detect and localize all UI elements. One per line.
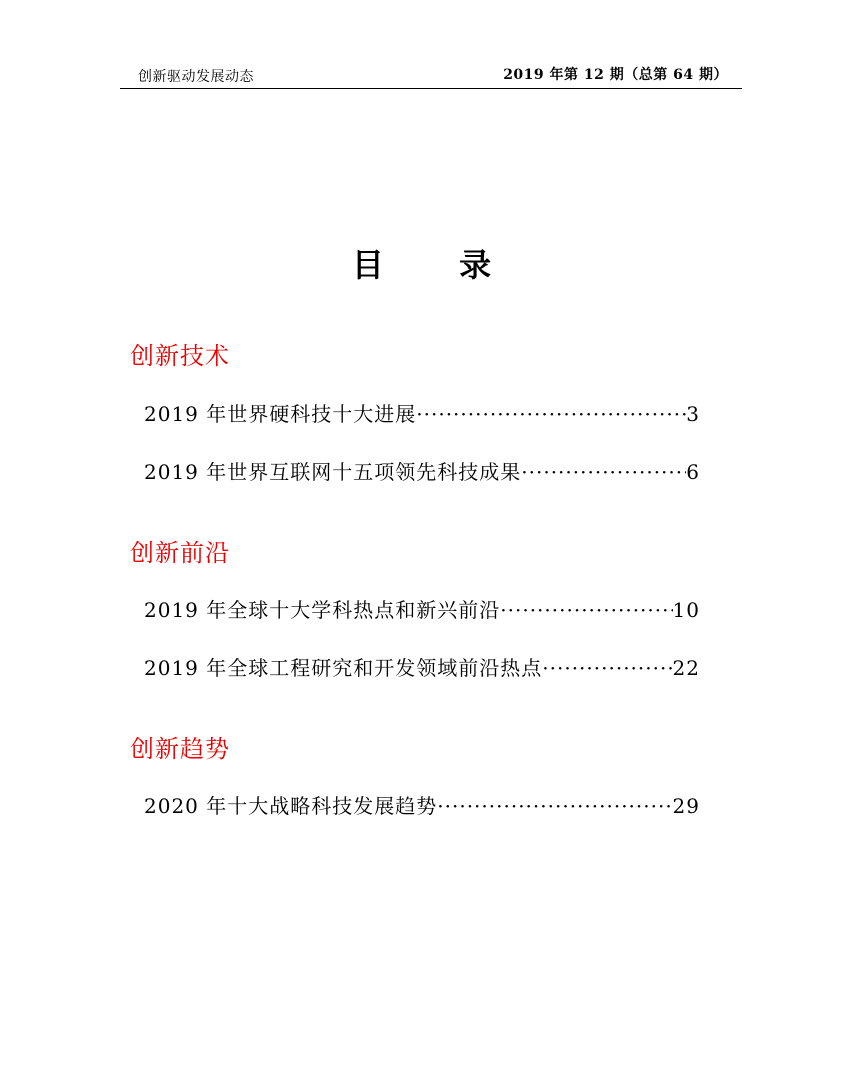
section-heading-innovation-frontier: 创新前沿 <box>130 539 230 567</box>
toc-entry-page: 22 <box>672 656 700 680</box>
toc-entry[interactable] <box>144 456 700 486</box>
toc-entry-page: 3 <box>686 402 700 426</box>
toc-entry-title: 2019 年世界硬科技十大进展 <box>144 402 417 426</box>
dot-leader <box>437 794 672 818</box>
toc-title: 目 录 <box>351 246 524 284</box>
toc-entry-page: 10 <box>672 598 700 622</box>
toc-entry-title: 2019 年全球十大学科热点和新兴前沿 <box>144 598 501 622</box>
publication-name: 创新驱动发展动态 <box>138 69 254 85</box>
page-header <box>120 62 742 89</box>
toc-entry-page: 29 <box>672 794 700 818</box>
toc-entry[interactable] <box>144 594 700 624</box>
dot-leader <box>500 598 672 622</box>
dot-leader <box>416 402 686 426</box>
section-heading-innovation-trend: 创新趋势 <box>130 735 230 763</box>
toc-entry-title: 2019 年世界互联网十五项领先科技成果 <box>144 460 522 484</box>
dot-leader <box>542 656 672 680</box>
toc-entry-title: 2019 年全球工程研究和开发领域前沿热点 <box>144 656 543 680</box>
toc-entry[interactable] <box>144 790 700 820</box>
toc-entry[interactable] <box>144 652 700 682</box>
toc-entry[interactable] <box>144 398 700 428</box>
toc-entry-page: 6 <box>686 460 700 484</box>
toc-entry-title: 2020 年十大战略科技发展趋势 <box>144 794 438 818</box>
dot-leader <box>521 460 686 484</box>
issue-info: 2019 年第 12 期（总第 64 期） <box>503 67 728 83</box>
section-heading-innovation-tech: 创新技术 <box>130 342 230 370</box>
